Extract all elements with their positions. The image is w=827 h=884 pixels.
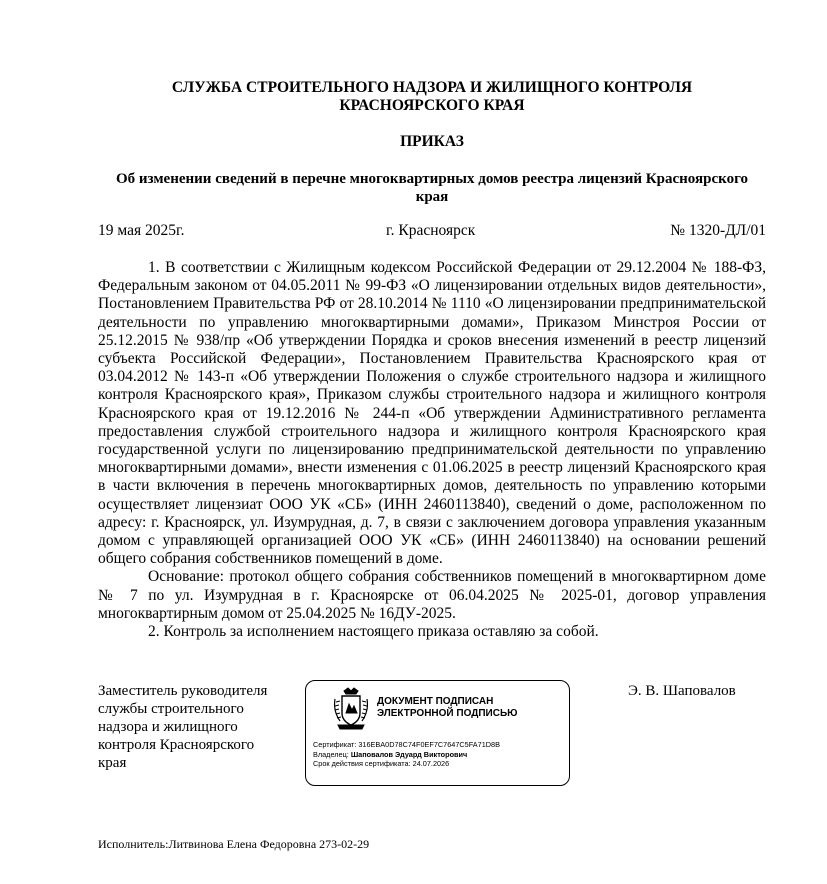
subject-line2: края <box>415 189 449 205</box>
agency-name-line1: СЛУЖБА СТРОИТЕЛЬНОГО НАДЗОРА И ЖИЛИЩНОГО КОНТРОЛЯ <box>171 79 693 96</box>
validity-label: Срок действия сертификата: <box>313 759 411 768</box>
validity-value: 24.07.2026 <box>412 759 450 768</box>
stamp-title <box>377 696 517 720</box>
agency-name <box>98 79 766 115</box>
paragraph-basis: Основание: протокол общего собрания собственников помещений в многоквартирном доме № 7 по ул. Изумрудная в г. Красноярске от 06.04.2025 № 2025-01, договор управления многоквартирным домом от 25.04.2025 № 16ДУ-2025. <box>98 568 766 622</box>
signatory-name: Э. В. Шаповалов <box>628 683 736 699</box>
document-type: ПРИКАЗ <box>400 133 464 150</box>
certificate-row <box>313 740 500 750</box>
position-line: края <box>98 755 127 771</box>
paragraph-2: 2. Контроль за исполнением настоящего приказа оставляю за собой. <box>148 623 599 641</box>
document-subject <box>98 170 766 206</box>
agency-name-line2: КРАСНОЯРСКОГО КРАЯ <box>339 97 525 114</box>
position-line: контроля Красноярского <box>98 737 255 753</box>
executor-line: Исполнитель:Литвинова Елена Федоровна 273-02-29 <box>98 837 370 851</box>
owner-value: Шаповалов Эдуард Викторович <box>350 749 468 759</box>
validity-row <box>313 759 500 769</box>
certificate-label: Сертификат: <box>313 740 357 749</box>
order-body <box>98 259 766 641</box>
stamp-title-line: ЭЛЕКТРОННОЙ ПОДПИСЬЮ <box>377 708 518 719</box>
electronic-signature-stamp <box>305 680 570 786</box>
order-date: 19 мая 2025г. <box>98 222 185 239</box>
subject-line1: Об изменении сведений в перечне многоквартирных домов реестра лицензий Красноярского <box>115 171 749 187</box>
owner-row <box>313 750 500 760</box>
order-number: № 1320-ДЛ/01 <box>670 222 766 239</box>
signatory-position <box>98 682 298 772</box>
position-line: службы строительного <box>98 701 244 717</box>
position-line: надзора и жилищного <box>98 719 238 735</box>
paragraph-1: 1. В соответствии с Жилищным кодексом Российской Федерации от 29.12.2004 № 188-ФЗ, Федеральным законом от 04.05.2011 № 99-ФЗ «О лицензировании отдельных видов деятельности», Постановлением Правительства РФ от 28.10.2014 № 1110 «О лицензировании предпринимательской деятельности по управлению многоквартирными домами», Приказом Минстроя России от 25.12.2015 № 938/пр «Об утверждении Порядка и сроков внесения изменений в реестр лицензий субъекта Российской Федерации», Постановлением Правительства Красноярского края от 03.04.2012 № 143-п «Об утверждении Положения о службе строительного надзора и жилищного контроля Красноярского края», Приказом службы строительного надзора и жилищного контроля Красноярского края от 19.12.2016 № 244-п «Об утверждении Административного регламента предоставления службой строительного надзора и жилищного контроля Красноярского края государственной услуги по лицензированию предпринимательской деятельности по управлению многоквартирными домами», внести изменения с 01.06.2025 в реестр лицензий Красноярского края в части включения в перечень многоквартирных домов, деятельность по управлению которыми осуществляет лицензиат ООО УК «СБ» (ИНН 2460113840), сведений о доме, расположенном по адресу: г. Красноярск, ул. Изумрудная, д. 7, в связи с заключением договора управления указанным домом с управляющей организацией ООО УК «СБ» (ИНН 2460113840) на основании решений общего собрания собственников помещений в доме. <box>98 259 766 568</box>
order-city: г. Красноярск <box>386 222 476 239</box>
owner-label: Владелец: <box>313 749 349 759</box>
stamp-title-line: ДОКУМЕНТ ПОДПИСАН <box>377 696 494 707</box>
position-line: Заместитель руководителя <box>98 683 268 699</box>
stamp-details <box>313 740 500 769</box>
coat-of-arms-icon <box>332 687 370 736</box>
certificate-value: 316EBA0D78C74F0EF7C7647C5FA71D8B <box>358 740 500 749</box>
